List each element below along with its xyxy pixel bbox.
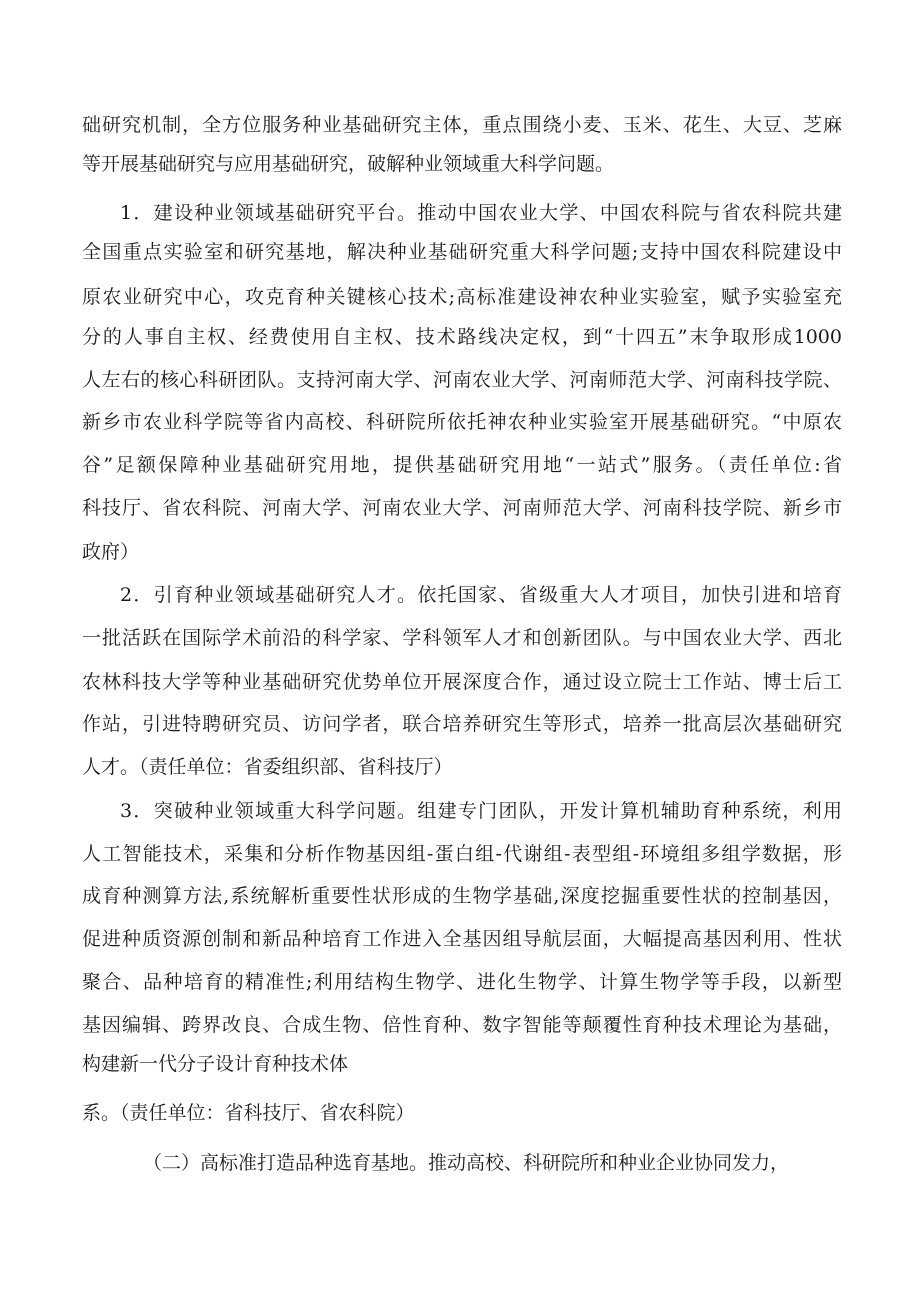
paragraph-line: 政府） bbox=[82, 541, 140, 563]
paragraph-line: 作站，引进特聘研究员、访问学者，联合培养研究生等形式，培养一批高层次基础研究 bbox=[82, 713, 842, 735]
paragraph-line: 促进种质资源创制和新品种培育工作进入全基因组导航层面，大幅提高基因利用、性状 bbox=[82, 928, 842, 950]
section-heading-line: 2．引育种业领域基础研究人才。依托国家、省级重大人才项目，加快引进和培育 bbox=[120, 584, 842, 606]
paragraph-line: 基因编辑、跨界改良、合成生物、倍性育种、数字智能等颠覆性育种技术理论为基础， bbox=[82, 1014, 842, 1036]
paragraph-line: 人工智能技术，采集和分析作物基因组-蛋白组-代谢组-表型组-环境组多组学数据，形 bbox=[82, 843, 842, 865]
paragraph-line: 系。（责任单位：省科技厅、省农科院） bbox=[82, 1102, 415, 1124]
paragraph-line: 科技厅、省农科院、河南大学、河南农业大学、河南师范大学、河南科技学院、新乡市 bbox=[82, 497, 842, 519]
paragraph-line: 原农业研究中心，攻克育种关键核心技术;高标准建设神农种业实验室，赋予实验室充 bbox=[82, 286, 842, 308]
paragraph-line: 等开展基础研究与应用基础研究，破解种业领域重大科学问题。 bbox=[82, 153, 615, 175]
section-heading-line: 1．建设种业领域基础研究平台。推动中国农业大学、中国农科院与省农科院共建 bbox=[120, 202, 842, 224]
paragraph-line: 新乡市农业科学院等省内高校、科研院所依托神农种业实验室开展基础研究。“中原农 bbox=[82, 411, 842, 433]
paragraph-line: 构建新一代分子设计育种技术体 bbox=[82, 1053, 349, 1075]
paragraph-line: 谷”足额保障种业基础研究用地，提供基础研究用地“一站式”服务。（责任单位:省 bbox=[82, 454, 842, 476]
subsection-heading-line: （二）高标准打造品种选育基地。推动高校、科研院所和种业企业协同发力， bbox=[143, 1152, 790, 1174]
paragraph-line: 人才。（责任单位：省委组织部、省科技厅） bbox=[82, 756, 453, 778]
paragraph-line: 农林科技大学等种业基础研究优势单位开展深度合作，通过设立院士工作站、博士后工 bbox=[82, 671, 842, 693]
paragraph-line: 人左右的核心科研团队。支持河南大学、河南农业大学、河南师范大学、河南科技学院、 bbox=[82, 369, 842, 391]
section-heading-line: 3．突破种业领域重大科学问题。组建专门团队，开发计算机辅助育种系统，利用 bbox=[120, 800, 842, 822]
paragraph-line: 一批活跃在国际学术前沿的科学家、学科领军人才和创新团队。与中国农业大学、西北 bbox=[82, 627, 842, 649]
paragraph-line: 成育种测算方法,系统解析重要性状形成的生物学基础,深度挖掘重要性状的控制基因， bbox=[82, 885, 842, 907]
paragraph-line: 聚合、品种培育的精准性;利用结构生物学、进化生物学、计算生物学等手段，以新型 bbox=[82, 971, 842, 993]
paragraph-line: 分的人事自主权、经费使用自主权、技术路线决定权，到“十四五”末争取形成1000 bbox=[82, 326, 842, 348]
paragraph-line: 础研究机制，全方位服务种业基础研究主体，重点围绕小麦、玉米、花生、大豆、芝麻 bbox=[82, 114, 842, 136]
paragraph-line: 全国重点实验室和研究基地，解决种业基础研究重大科学问题;支持中国农科院建设中 bbox=[82, 241, 842, 263]
